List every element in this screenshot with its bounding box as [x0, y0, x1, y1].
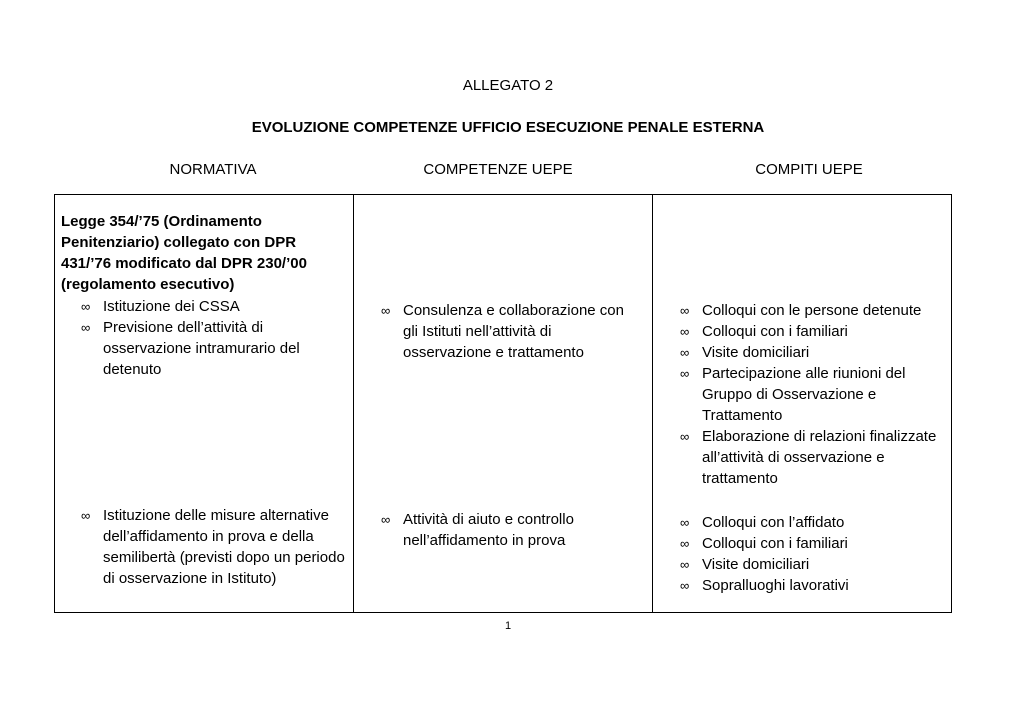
- list-item-text: Colloqui con i familiari: [702, 535, 848, 552]
- list-item: [81, 296, 349, 317]
- column-divider: [652, 194, 653, 613]
- list-item-text: Attività di aiuto e controllo nell’affidamento in prova: [403, 511, 574, 549]
- list-item-text: Istituzione delle misure alternative dell’affidamento in prova e della semilibertà (previsti dopo un periodo di osservazione in Istituto): [103, 507, 345, 587]
- competenze-list-b: [381, 509, 643, 551]
- list-item: [680, 512, 950, 533]
- list-item: [680, 321, 950, 342]
- law-line: Legge 354/’75 (Ordinamento: [61, 213, 262, 230]
- infinity-bullet-icon: ∞: [81, 299, 91, 314]
- infinity-bullet-icon: ∞: [680, 366, 690, 381]
- list-item-text: Elaborazione di relazioni finalizzate all’attività di osservazione e trattamento: [702, 428, 937, 487]
- law-line: Penitenziario) collegato con DPR: [61, 234, 297, 251]
- list-item: [680, 554, 950, 575]
- infinity-bullet-icon: ∞: [680, 557, 690, 572]
- list-item-text: Sopralluoghi lavorativi: [702, 577, 849, 594]
- column-divider: [353, 194, 354, 613]
- law-line: (regolamento esecutivo): [61, 276, 235, 293]
- infinity-bullet-icon: ∞: [680, 578, 690, 593]
- infinity-bullet-icon: ∞: [680, 515, 690, 530]
- infinity-bullet-icon: ∞: [680, 303, 690, 318]
- compiti-list-b: [680, 512, 950, 596]
- list-item-text: Visite domiciliari: [702, 556, 810, 573]
- law-reference: [61, 211, 346, 295]
- list-item: [680, 533, 950, 554]
- competenze-list-a: [381, 300, 643, 363]
- list-item: [680, 342, 950, 363]
- infinity-bullet-icon: ∞: [680, 345, 690, 360]
- list-item: [680, 575, 950, 596]
- list-item: [680, 300, 950, 321]
- infinity-bullet-icon: ∞: [381, 303, 391, 318]
- list-item: [81, 317, 349, 380]
- column-header-compiti: COMPITI UEPE: [755, 161, 863, 178]
- list-item-text: Colloqui con l’affidato: [702, 514, 845, 531]
- list-item: [81, 505, 349, 589]
- infinity-bullet-icon: ∞: [81, 320, 91, 335]
- list-item-text: Previsione dell’attività di osservazione intramurario del detenuto: [103, 319, 300, 378]
- list-item: [381, 300, 643, 363]
- list-item: [680, 426, 950, 489]
- normativa-list-a: [81, 296, 349, 380]
- list-item: [680, 363, 950, 426]
- infinity-bullet-icon: ∞: [381, 512, 391, 527]
- list-item: [381, 509, 643, 551]
- compiti-list-a: [680, 300, 950, 489]
- list-item-text: Partecipazione alle riunioni del Gruppo di Osservazione e Trattamento: [702, 365, 906, 424]
- column-header-normativa: NORMATIVA: [169, 161, 257, 178]
- infinity-bullet-icon: ∞: [81, 508, 91, 523]
- normativa-list-b: [81, 505, 349, 589]
- list-item-text: Consulenza e collaborazione con gli Istituti nell’attività di osservazione e trattamento: [403, 302, 624, 361]
- page-number: 1: [504, 620, 512, 632]
- infinity-bullet-icon: ∞: [680, 324, 690, 339]
- column-header-competenze: COMPETENZE UEPE: [423, 161, 573, 178]
- document-heading: EVOLUZIONE COMPETENZE UFFICIO ESECUZIONE PENALE ESTERNA: [251, 119, 765, 136]
- document-annex-label: ALLEGATO 2: [462, 77, 554, 94]
- infinity-bullet-icon: ∞: [680, 429, 690, 444]
- list-item-text: Visite domiciliari: [702, 344, 810, 361]
- infinity-bullet-icon: ∞: [680, 536, 690, 551]
- law-line: 431/’76 modificato dal DPR 230/’00: [61, 255, 307, 272]
- list-item-text: Colloqui con i familiari: [702, 323, 848, 340]
- list-item-text: Istituzione dei CSSA: [103, 298, 240, 315]
- list-item-text: Colloqui con le persone detenute: [702, 302, 922, 319]
